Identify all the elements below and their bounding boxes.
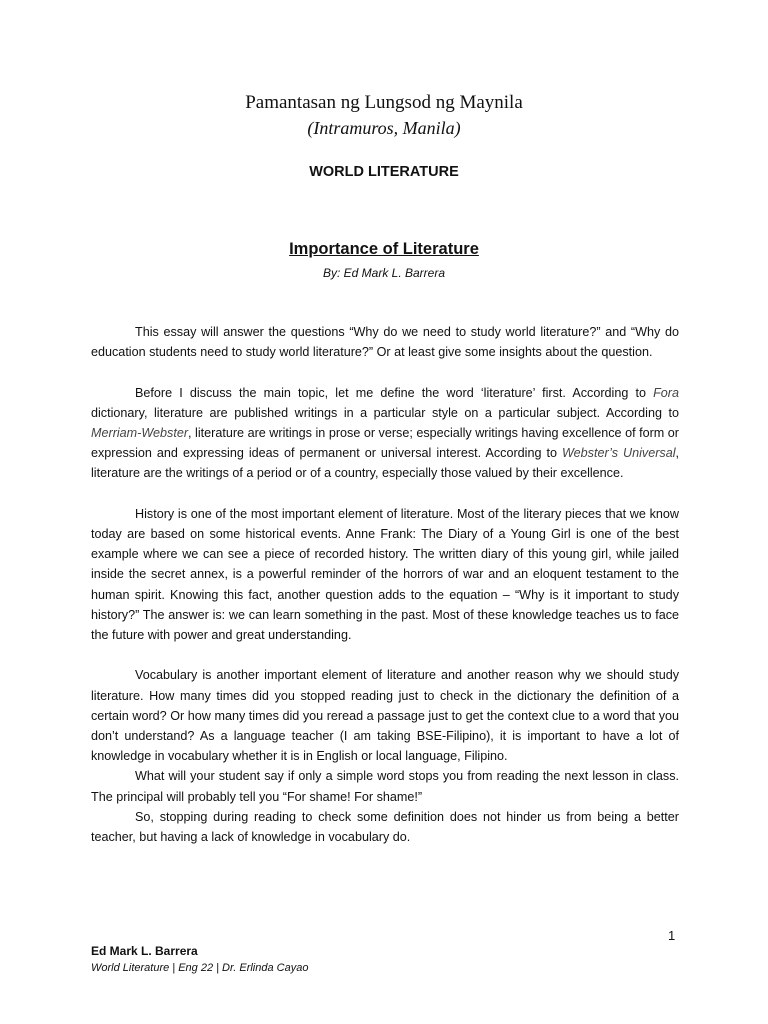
paragraph-intro: This essay will answer the questions “Why do we need to study world literature?” and “Why do education students need to study world literature?” Or at least give some insights about the question. bbox=[91, 325, 679, 360]
footer-author: Ed Mark L. Barrera bbox=[91, 944, 198, 958]
course-heading: WORLD LITERATURE bbox=[309, 164, 459, 180]
essay-title: Importance of Literature bbox=[289, 240, 479, 258]
definition-text-a: Before I discuss the main topic, let me define the word ‘literature’ first. According to bbox=[135, 385, 654, 400]
paragraph-vocabulary: Vocabulary is another important element of literature and another reason why we should study literature. How many times did you stopped reading just to check in the dictionary the definition of a certain word? Or how many times did you reread a passage just to get the context clue to a word that you don’t understand? As a language teacher (I am taking BSE-Filipino), it is important to have a lot of knowledge in vocabulary whether it is in English or local language, Filipino. bbox=[91, 668, 679, 764]
source-websters-universal: Webster’s Universal bbox=[562, 446, 676, 461]
footer-course-info: World Literature | Eng 22 | Dr. Erlinda Cayao bbox=[91, 962, 309, 974]
definition-text-c: dictionary, literature are published writings in a particular style on a particular subject. According to bbox=[91, 405, 679, 420]
paragraph-definition bbox=[91, 383, 679, 484]
paragraph-conclusion: So, stopping during reading to check some definition does not hinder us from being a better teacher, but having a lack of knowledge in vocabulary do. bbox=[91, 809, 679, 845]
paragraph-history: History is one of the most important element of literature. Most of the literary pieces that we know today are based on some historical events. Anne Frank: The Diary of a Young Girl is one of the best example where we can see a piece of recorded history. The written diary of this young girl, while jailed inside the secret annex, is a powerful reminder of the horrors of war and an eloquent testament to the human spirit. Knowing this fact, another question adds to the equation – “Why is it important to study history?” The answer is: we can learn something in the past. Most of these knowledge teaches us to face the future with power and great understanding. bbox=[91, 506, 679, 643]
university-name: Pamantasan ng Lungsod ng Maynila bbox=[245, 92, 523, 113]
paragraph-student: What will your student say if only a simple word stops you from reading the next lesson in class. The principal will probably tell you “For shame! For shame!” bbox=[91, 769, 679, 804]
source-fora: Fora bbox=[653, 385, 679, 400]
essay-body bbox=[91, 322, 679, 847]
definition-text-e: , literature are writings in prose or verse; especially writings having excellence of form or expression and expressing ideas of permanent or universal interest. According to bbox=[91, 426, 679, 461]
essay-byline: By: Ed Mark L. Barrera bbox=[322, 266, 446, 280]
university-location: (Intramuros, Manila) bbox=[307, 118, 461, 138]
definition-text-g: , literature are the writings of a period or of a country, especially those valued by their excellence. bbox=[91, 446, 679, 481]
source-merriam-webster: Merriam-Webster bbox=[91, 426, 189, 440]
page-number: 1 bbox=[668, 928, 676, 943]
